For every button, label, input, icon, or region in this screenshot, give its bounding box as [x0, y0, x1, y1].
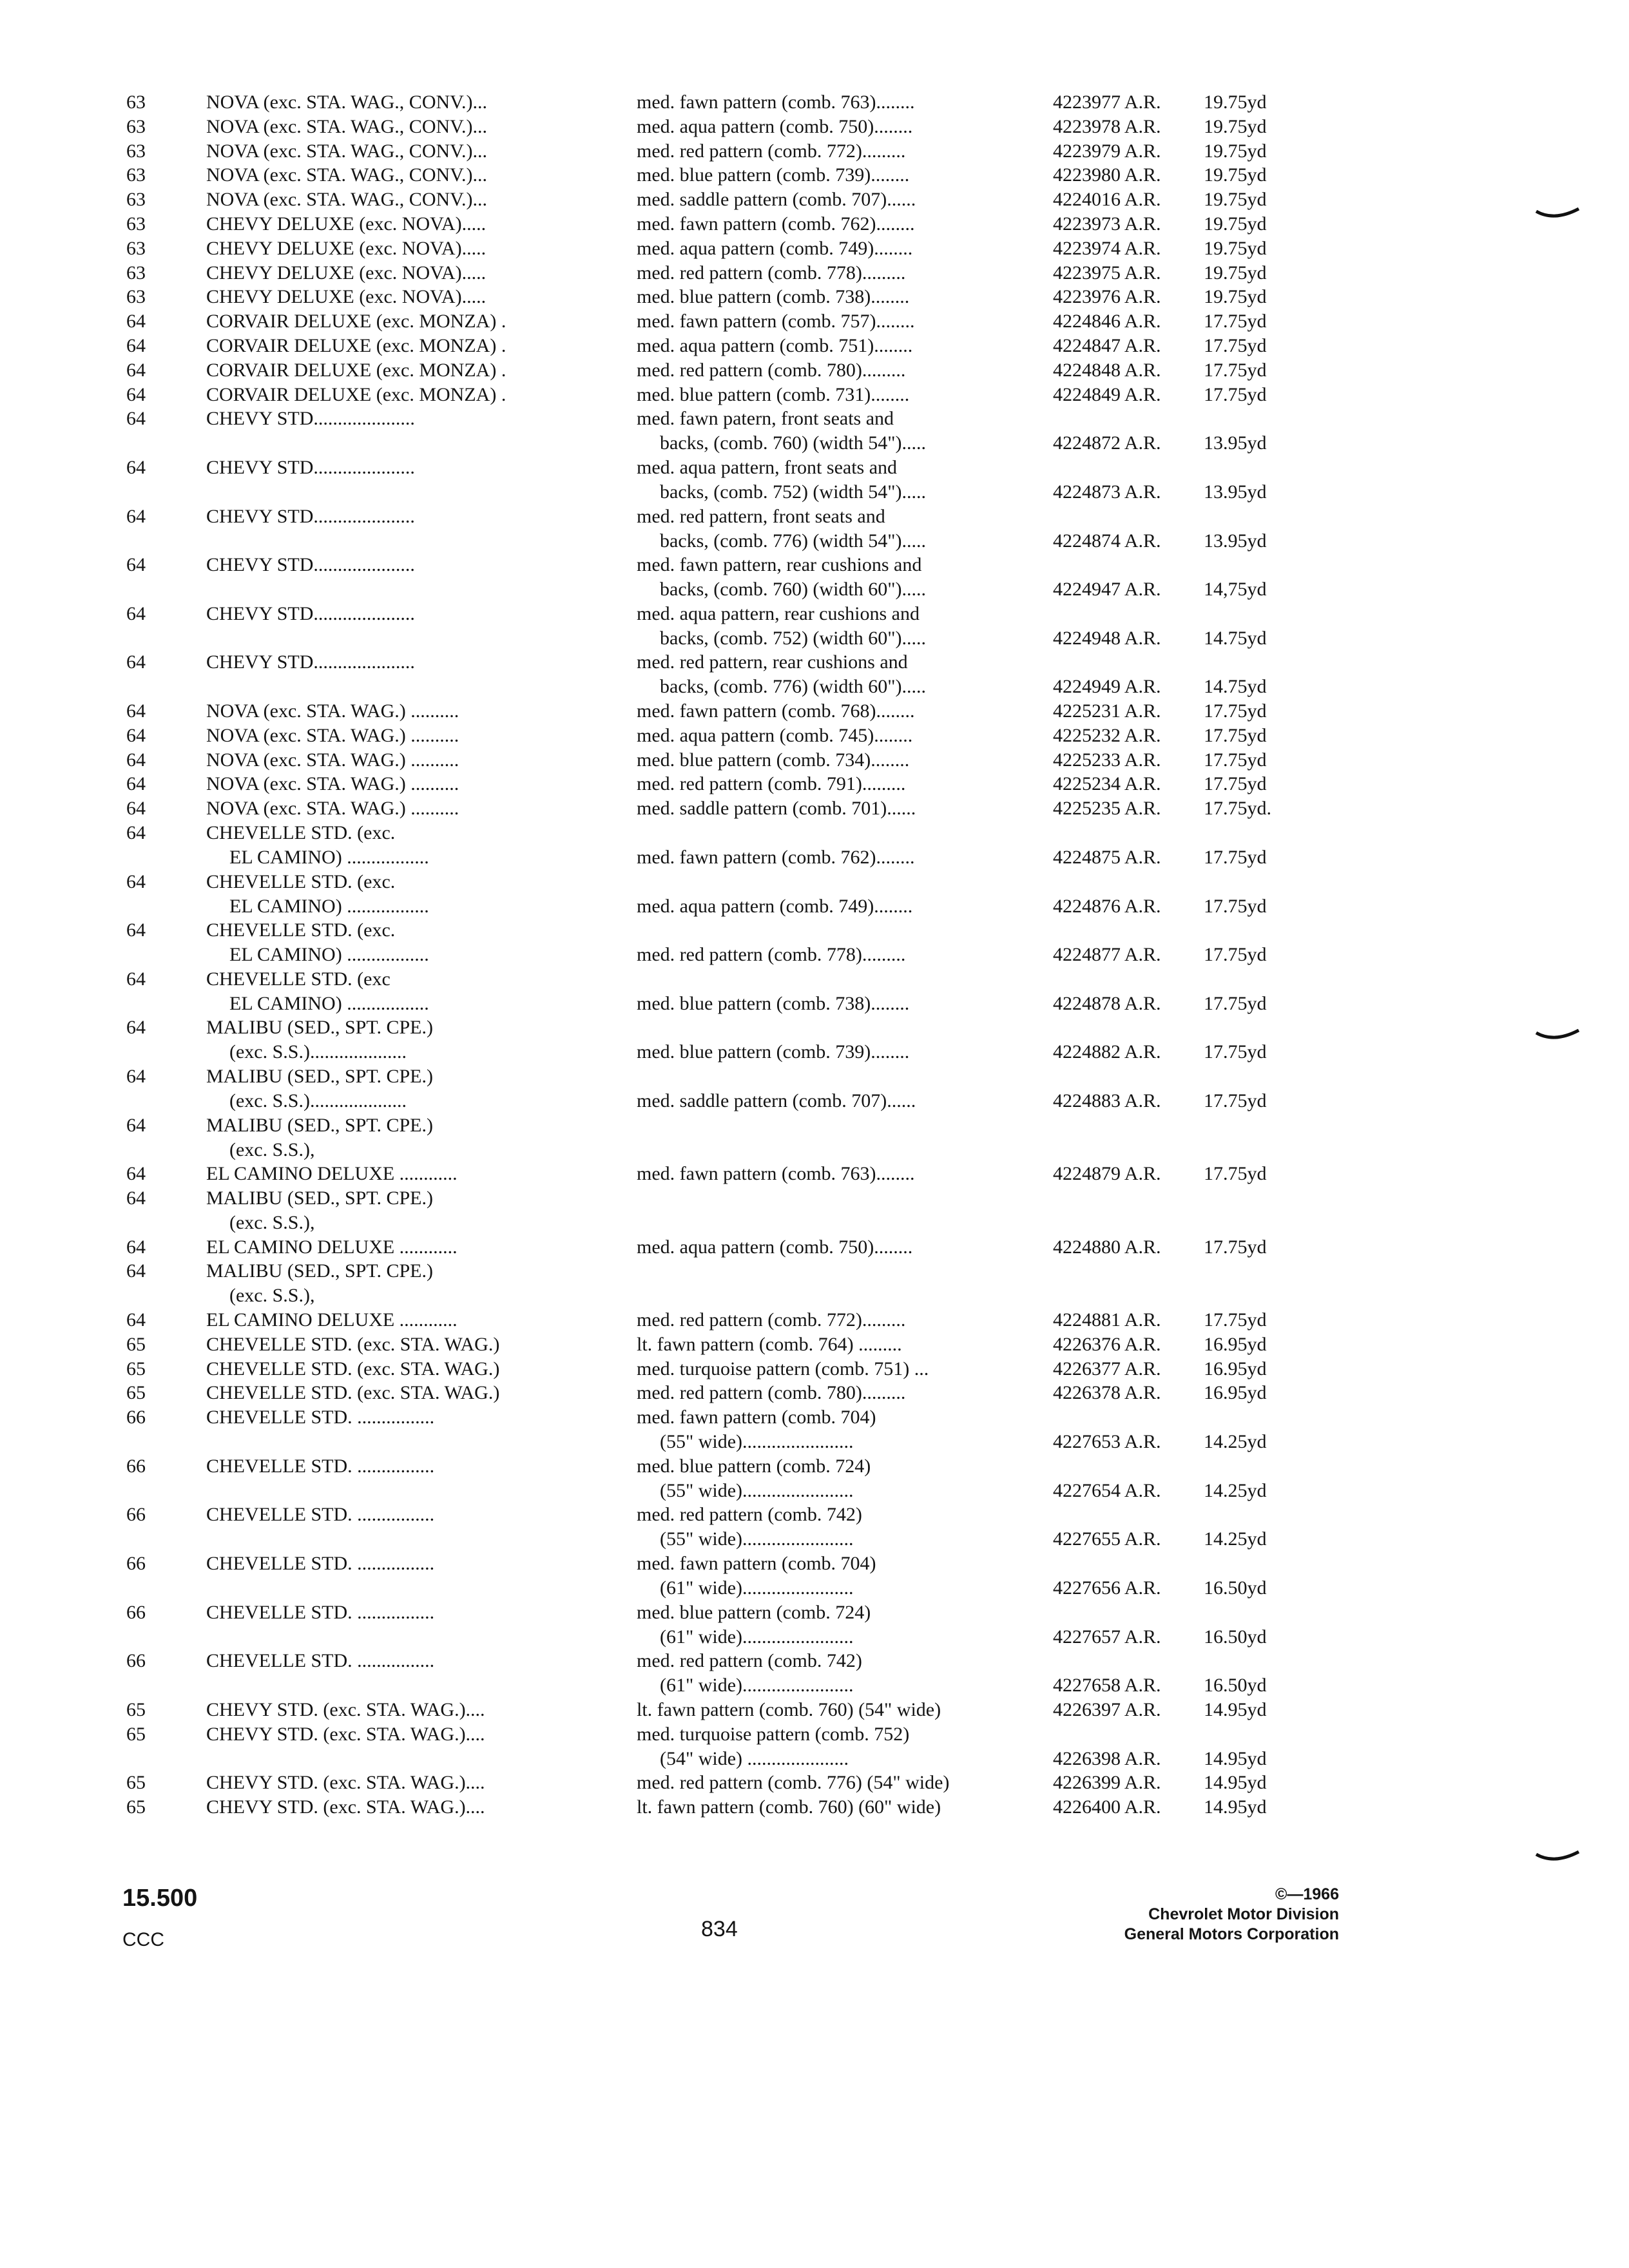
trim-description: med. turquoise pattern (comb. 751) ... — [637, 1358, 929, 1379]
model-year: 64 — [126, 822, 146, 843]
model-name: MALIBU (SED., SPT. CPE.) — [206, 1187, 433, 1209]
model-name: (exc. S.S.), — [229, 1212, 315, 1233]
trim-description: med. blue pattern (comb. 724) — [637, 1602, 871, 1623]
trim-description: (55" wide)....................... — [660, 1431, 854, 1452]
price-per-yard: 19.75yd — [1204, 189, 1267, 210]
model-name: CORVAIR DELUXE (exc. MONZA) . — [206, 335, 506, 356]
trim-description: med. aqua pattern (comb. 750)........ — [637, 1236, 913, 1258]
model-name: CHEVY STD..................... — [206, 554, 415, 575]
trim-description: med. fawn pattern (comb. 768)........ — [637, 700, 915, 722]
trim-description: med. red pattern (comb. 772)......... — [637, 140, 906, 162]
part-number: 4226377 A.R. — [1053, 1358, 1161, 1379]
model-year: 63 — [126, 116, 146, 137]
trim-description: med. fawn pattern (comb. 704) — [637, 1407, 876, 1428]
part-number: 4224947 A.R. — [1053, 579, 1161, 600]
part-number: 4224883 A.R. — [1053, 1090, 1161, 1111]
model-year: 65 — [126, 1334, 146, 1355]
model-name: CHEVELLE STD. ................ — [206, 1553, 435, 1574]
price-per-yard: 17.75yd — [1204, 944, 1267, 965]
price-per-yard: 19.75yd — [1204, 140, 1267, 162]
part-number: 4225233 A.R. — [1053, 749, 1161, 771]
model-name: EL CAMINO) ................. — [229, 944, 429, 965]
binder-punch-mark — [1535, 1850, 1580, 1865]
part-number: 4224878 A.R. — [1053, 993, 1161, 1014]
model-name: EL CAMINO DELUXE ............ — [206, 1236, 458, 1258]
model-name: CHEVELLE STD. (exc. STA. WAG.) — [206, 1334, 500, 1355]
model-year: 64 — [126, 798, 146, 819]
model-year: 64 — [126, 871, 146, 892]
trim-description: backs, (comb. 760) (width 54")..... — [660, 432, 926, 454]
trim-description: med. fawn pattern, rear cushions and — [637, 554, 922, 575]
part-number: 4224882 A.R. — [1053, 1041, 1161, 1062]
price-per-yard: 17.75yd — [1204, 1041, 1267, 1062]
price-per-yard: 14,75yd — [1204, 579, 1267, 600]
model-name: CHEVY STD. (exc. STA. WAG.).... — [206, 1796, 485, 1818]
trim-description: med. red pattern (comb. 742) — [637, 1504, 862, 1525]
price-per-yard: 17.75yd — [1204, 1163, 1267, 1184]
part-number: 4224849 A.R. — [1053, 384, 1161, 405]
model-name: CHEVY STD. (exc. STA. WAG.).... — [206, 1772, 485, 1793]
model-name: NOVA (exc. STA. WAG.) .......... — [206, 725, 459, 746]
part-number: 4227655 A.R. — [1053, 1528, 1161, 1550]
model-year: 64 — [126, 1017, 146, 1038]
model-name: EL CAMINO) ................. — [229, 993, 429, 1014]
part-number: 4223977 A.R. — [1053, 91, 1161, 113]
section-number: 15.500 — [122, 1885, 198, 1912]
part-number: 4226397 A.R. — [1053, 1699, 1161, 1720]
model-year: 63 — [126, 286, 146, 307]
price-per-yard: 17.75yd — [1204, 847, 1267, 868]
model-name: NOVA (exc. STA. WAG., CONV.)... — [206, 116, 487, 137]
price-per-yard: 17.75yd — [1204, 1236, 1267, 1258]
price-per-yard: 17.75yd — [1204, 700, 1267, 722]
model-year: 66 — [126, 1504, 146, 1525]
model-year: 66 — [126, 1602, 146, 1623]
model-year: 63 — [126, 213, 146, 235]
part-number: 4227654 A.R. — [1053, 1480, 1161, 1501]
model-name: NOVA (exc. STA. WAG., CONV.)... — [206, 140, 487, 162]
trim-description: med. fawn pattern (comb. 704) — [637, 1553, 876, 1574]
part-number: 4223975 A.R. — [1053, 262, 1161, 284]
trim-description: med. aqua pattern (comb. 751)........ — [637, 335, 913, 356]
part-number: 4225231 A.R. — [1053, 700, 1161, 722]
trim-description: med. aqua pattern (comb. 749)........ — [637, 896, 913, 917]
model-name: CHEVY STD..................... — [206, 603, 415, 624]
model-year: 65 — [126, 1724, 146, 1745]
price-per-yard: 17.75yd — [1204, 360, 1267, 381]
model-name: CHEVELLE STD. ................ — [206, 1504, 435, 1525]
model-name: NOVA (exc. STA. WAG.) .......... — [206, 798, 459, 819]
trim-description: med. red pattern (comb. 776) (54" wide) — [637, 1772, 950, 1793]
trim-description: med. fawn pattern (comb. 763)........ — [637, 1163, 915, 1184]
part-number: 4224876 A.R. — [1053, 896, 1161, 917]
model-year: 64 — [126, 1066, 146, 1087]
model-year: 64 — [126, 1115, 146, 1136]
model-year: 63 — [126, 189, 146, 210]
trim-description: med. red pattern, front seats and — [637, 506, 885, 527]
price-per-yard: 14.25yd — [1204, 1431, 1267, 1452]
part-number: 4223973 A.R. — [1053, 213, 1161, 235]
price-per-yard: 17.75yd — [1204, 896, 1267, 917]
model-name: CORVAIR DELUXE (exc. MONZA) . — [206, 311, 506, 332]
model-name: CORVAIR DELUXE (exc. MONZA) . — [206, 384, 506, 405]
price-per-yard: 14.75yd — [1204, 628, 1267, 649]
part-number: 4224873 A.R. — [1053, 481, 1161, 503]
trim-description: med. blue pattern (comb. 739)........ — [637, 1041, 910, 1062]
model-year: 64 — [126, 311, 146, 332]
trim-description: (61" wide)....................... — [660, 1675, 854, 1696]
trim-description: (55" wide)....................... — [660, 1480, 854, 1501]
part-number: 4226398 A.R. — [1053, 1748, 1161, 1769]
part-number: 4227658 A.R. — [1053, 1675, 1161, 1696]
trim-description: med. blue pattern (comb. 739)........ — [637, 164, 910, 186]
trim-description: med. red pattern (comb. 778)......... — [637, 262, 906, 284]
division-name: Chevrolet Motor Division — [1148, 1905, 1339, 1923]
model-name: CHEVELLE STD. ................ — [206, 1407, 435, 1428]
model-name: CHEVY STD. (exc. STA. WAG.).... — [206, 1724, 485, 1745]
trim-description: med. saddle pattern (comb. 707)...... — [637, 1090, 916, 1111]
trim-description: med. aqua pattern (comb. 750)........ — [637, 116, 913, 137]
trim-description: (54" wide) ..................... — [660, 1748, 849, 1769]
model-year: 64 — [126, 651, 146, 673]
model-year: 63 — [126, 164, 146, 186]
model-year: 64 — [126, 603, 146, 624]
model-name: EL CAMINO) ................. — [229, 847, 429, 868]
model-year: 66 — [126, 1650, 146, 1671]
model-year: 64 — [126, 749, 146, 771]
model-name: CHEVY STD..................... — [206, 651, 415, 673]
trim-description: med. aqua pattern, rear cushions and — [637, 603, 920, 624]
model-year: 64 — [126, 700, 146, 722]
trim-description: med. fawn pattern (comb. 762)........ — [637, 213, 915, 235]
model-name: CHEVY DELUXE (exc. NOVA)..... — [206, 286, 487, 307]
model-name: CHEVY DELUXE (exc. NOVA)..... — [206, 262, 487, 284]
price-per-yard: 19.75yd — [1204, 262, 1267, 284]
part-number: 4225235 A.R. — [1053, 798, 1161, 819]
model-year: 66 — [126, 1456, 146, 1477]
model-year: 64 — [126, 1309, 146, 1331]
model-year: 64 — [126, 360, 146, 381]
model-name: CHEVY STD..................... — [206, 457, 415, 478]
price-per-yard: 16.50yd — [1204, 1577, 1267, 1599]
trim-description: med. red pattern (comb. 742) — [637, 1650, 862, 1671]
model-name: CORVAIR DELUXE (exc. MONZA) . — [206, 360, 506, 381]
part-number: 4224848 A.R. — [1053, 360, 1161, 381]
trim-description: (55" wide)....................... — [660, 1528, 854, 1550]
model-name: CHEVELLE STD. ................ — [206, 1650, 435, 1671]
model-year: 64 — [126, 1187, 146, 1209]
price-per-yard: 13.95yd — [1204, 481, 1267, 503]
part-number: 4224016 A.R. — [1053, 189, 1161, 210]
model-name: NOVA (exc. STA. WAG., CONV.)... — [206, 189, 487, 210]
trim-description: lt. fawn pattern (comb. 760) (54" wide) — [637, 1699, 941, 1720]
trim-description: (61" wide)....................... — [660, 1626, 854, 1648]
model-year: 64 — [126, 457, 146, 478]
model-name: CHEVY DELUXE (exc. NOVA)..... — [206, 213, 487, 235]
model-year: 64 — [126, 506, 146, 527]
part-number: 4227653 A.R. — [1053, 1431, 1161, 1452]
price-per-yard: 19.75yd — [1204, 238, 1267, 259]
price-per-yard: 19.75yd — [1204, 164, 1267, 186]
model-year: 64 — [126, 1260, 146, 1282]
price-per-yard: 19.75yd — [1204, 213, 1267, 235]
part-number: 4224874 A.R. — [1053, 530, 1161, 552]
price-per-yard: 13.95yd — [1204, 530, 1267, 552]
model-year: 66 — [126, 1407, 146, 1428]
model-year: 64 — [126, 335, 146, 356]
copyright-block — [1124, 1885, 1339, 1945]
price-per-yard: 14.95yd — [1204, 1772, 1267, 1793]
trim-description: med. blue pattern (comb. 734)........ — [637, 749, 910, 771]
model-year: 64 — [126, 919, 146, 941]
part-number: 4226378 A.R. — [1053, 1382, 1161, 1403]
trim-description: backs, (comb. 752) (width 54")..... — [660, 481, 926, 503]
model-name: (exc. S.S.).................... — [229, 1090, 407, 1111]
section-code: CCC — [122, 1929, 164, 1950]
copyright-year: ©—1966 — [1275, 1885, 1339, 1903]
model-name: (exc. S.S.), — [229, 1285, 315, 1306]
price-per-yard: 19.75yd — [1204, 286, 1267, 307]
model-name: CHEVELLE STD. (exc — [206, 968, 390, 990]
model-name: NOVA (exc. STA. WAG.) .......... — [206, 700, 459, 722]
trim-description: med. blue pattern (comb. 731)........ — [637, 384, 910, 405]
part-number: 4226399 A.R. — [1053, 1772, 1161, 1793]
trim-description: med. blue pattern (comb. 738)........ — [637, 993, 910, 1014]
model-year: 65 — [126, 1796, 146, 1818]
model-name: CHEVELLE STD. (exc. — [206, 822, 396, 843]
model-year: 64 — [126, 968, 146, 990]
part-number: 4224881 A.R. — [1053, 1309, 1161, 1331]
footer-section-info — [122, 1885, 197, 1951]
model-name: NOVA (exc. STA. WAG.) .......... — [206, 773, 459, 794]
price-per-yard: 17.75yd — [1204, 749, 1267, 771]
price-per-yard: 17.75yd — [1204, 1090, 1267, 1111]
price-per-yard: 14.95yd — [1204, 1699, 1267, 1720]
price-per-yard: 13.95yd — [1204, 432, 1267, 454]
part-number: 4224879 A.R. — [1053, 1163, 1161, 1184]
model-name: CHEVY STD..................... — [206, 408, 415, 429]
trim-description: med. red pattern (comb. 780)......... — [637, 1382, 906, 1403]
part-number: 4224846 A.R. — [1053, 311, 1161, 332]
trim-description: (61" wide)....................... — [660, 1577, 854, 1599]
part-number: 4223980 A.R. — [1053, 164, 1161, 186]
model-name: EL CAMINO) ................. — [229, 896, 429, 917]
trim-description: med. fawn patern, front seats and — [637, 408, 894, 429]
model-year: 64 — [126, 1163, 146, 1184]
part-number: 4224877 A.R. — [1053, 944, 1161, 965]
part-number: 4224875 A.R. — [1053, 847, 1161, 868]
part-number: 4227657 A.R. — [1053, 1626, 1161, 1648]
price-per-yard: 19.75yd — [1204, 116, 1267, 137]
part-number: 4223979 A.R. — [1053, 140, 1161, 162]
trim-description: backs, (comb. 752) (width 60")..... — [660, 628, 926, 649]
model-name: NOVA (exc. STA. WAG., CONV.)... — [206, 164, 487, 186]
part-number: 4227656 A.R. — [1053, 1577, 1161, 1599]
price-per-yard: 14.95yd — [1204, 1748, 1267, 1769]
trim-description: med. aqua pattern (comb. 749)........ — [637, 238, 913, 259]
trim-description: backs, (comb. 760) (width 60")..... — [660, 579, 926, 600]
corporation-name: General Motors Corporation — [1124, 1925, 1339, 1943]
price-per-yard: 17.75yd — [1204, 993, 1267, 1014]
part-number: 4224880 A.R. — [1053, 1236, 1161, 1258]
trim-description: med. fawn pattern (comb. 757)........ — [637, 311, 915, 332]
trim-description: med. red pattern (comb. 791)......... — [637, 773, 906, 794]
part-number: 4224847 A.R. — [1053, 335, 1161, 356]
price-per-yard: 14.25yd — [1204, 1480, 1267, 1501]
model-name: (exc. S.S.), — [229, 1139, 315, 1160]
price-per-yard: 16.50yd — [1204, 1675, 1267, 1696]
model-name: CHEVELLE STD. (exc. — [206, 919, 396, 941]
model-year: 63 — [126, 238, 146, 259]
model-year: 63 — [126, 91, 146, 113]
model-name: CHEVELLE STD. (exc. STA. WAG.) — [206, 1358, 500, 1379]
part-number: 4224948 A.R. — [1053, 628, 1161, 649]
model-name: CHEVY STD..................... — [206, 506, 415, 527]
model-name: MALIBU (SED., SPT. CPE.) — [206, 1017, 433, 1038]
trim-description: med. fawn pattern (comb. 762)........ — [637, 847, 915, 868]
binder-punch-mark — [1535, 207, 1580, 222]
trim-description: med. blue pattern (comb. 738)........ — [637, 286, 910, 307]
trim-description: lt. fawn pattern (comb. 760) (60" wide) — [637, 1796, 941, 1818]
part-number: 4224872 A.R. — [1053, 432, 1161, 454]
price-per-yard: 17.75yd — [1204, 311, 1267, 332]
model-year: 64 — [126, 725, 146, 746]
trim-description: med. red pattern (comb. 780)......... — [637, 360, 906, 381]
price-per-yard: 17.75yd — [1204, 335, 1267, 356]
price-per-yard: 14.95yd — [1204, 1796, 1267, 1818]
price-per-yard: 17.75yd — [1204, 384, 1267, 405]
model-name: CHEVELLE STD. ................ — [206, 1602, 435, 1623]
model-name: CHEVELLE STD. (exc. — [206, 871, 396, 892]
trim-description: med. red pattern (comb. 772)......... — [637, 1309, 906, 1331]
model-year: 63 — [126, 262, 146, 284]
price-per-yard: 17.75yd — [1204, 773, 1267, 794]
model-name: MALIBU (SED., SPT. CPE.) — [206, 1115, 433, 1136]
trim-description: med. fawn pattern (comb. 763)........ — [637, 91, 915, 113]
model-name: NOVA (exc. STA. WAG., CONV.)... — [206, 91, 487, 113]
model-year: 63 — [126, 140, 146, 162]
price-per-yard: 17.75yd — [1204, 1309, 1267, 1331]
trim-description: med. saddle pattern (comb. 701)...... — [637, 798, 916, 819]
trim-description: med. red pattern, rear cushions and — [637, 651, 908, 673]
model-name: CHEVY DELUXE (exc. NOVA)..... — [206, 238, 487, 259]
price-per-yard: 16.95yd — [1204, 1382, 1267, 1403]
trim-description: med. blue pattern (comb. 724) — [637, 1456, 871, 1477]
price-per-yard: 16.95yd — [1204, 1334, 1267, 1355]
trim-description: med. aqua pattern (comb. 745)........ — [637, 725, 913, 746]
page-number: 834 — [701, 1917, 738, 1941]
model-year: 65 — [126, 1699, 146, 1720]
price-per-yard: 16.95yd — [1204, 1358, 1267, 1379]
model-name: MALIBU (SED., SPT. CPE.) — [206, 1066, 433, 1087]
trim-description: med. red pattern (comb. 778)......... — [637, 944, 906, 965]
trim-description: med. aqua pattern, front seats and — [637, 457, 898, 478]
price-per-yard: 17.75yd. — [1204, 798, 1271, 819]
price-per-yard: 14.25yd — [1204, 1528, 1267, 1550]
model-name: CHEVELLE STD. ................ — [206, 1456, 435, 1477]
binder-punch-mark — [1535, 1029, 1580, 1043]
model-year: 64 — [126, 773, 146, 794]
model-year: 65 — [126, 1382, 146, 1403]
part-number: 4225234 A.R. — [1053, 773, 1161, 794]
model-name: MALIBU (SED., SPT. CPE.) — [206, 1260, 433, 1282]
trim-description: backs, (comb. 776) (width 54")..... — [660, 530, 926, 552]
model-year: 64 — [126, 408, 146, 429]
model-year: 64 — [126, 1236, 146, 1258]
part-number: 4226376 A.R. — [1053, 1334, 1161, 1355]
model-name: CHEVY STD. (exc. STA. WAG.).... — [206, 1699, 485, 1720]
model-year: 65 — [126, 1358, 146, 1379]
part-number: 4223976 A.R. — [1053, 286, 1161, 307]
price-per-yard: 19.75yd — [1204, 91, 1267, 113]
model-name: (exc. S.S.).................... — [229, 1041, 407, 1062]
price-per-yard: 14.75yd — [1204, 676, 1267, 697]
part-number: 4223974 A.R. — [1053, 238, 1161, 259]
trim-description: med. turquoise pattern (comb. 752) — [637, 1724, 910, 1745]
part-number: 4223978 A.R. — [1053, 116, 1161, 137]
part-number: 4224949 A.R. — [1053, 676, 1161, 697]
model-name: EL CAMINO DELUXE ............ — [206, 1163, 458, 1184]
price-per-yard: 17.75yd — [1204, 725, 1267, 746]
price-per-yard: 16.50yd — [1204, 1626, 1267, 1648]
trim-description: lt. fawn pattern (comb. 764) ......... — [637, 1334, 902, 1355]
trim-description: backs, (comb. 776) (width 60")..... — [660, 676, 926, 697]
model-name: EL CAMINO DELUXE ............ — [206, 1309, 458, 1331]
model-name: NOVA (exc. STA. WAG.) .......... — [206, 749, 459, 771]
model-year: 65 — [126, 1772, 146, 1793]
model-name: CHEVELLE STD. (exc. STA. WAG.) — [206, 1382, 500, 1403]
part-number: 4225232 A.R. — [1053, 725, 1161, 746]
model-year: 64 — [126, 384, 146, 405]
model-year: 66 — [126, 1553, 146, 1574]
trim-description: med. saddle pattern (comb. 707)...... — [637, 189, 916, 210]
part-number: 4226400 A.R. — [1053, 1796, 1161, 1818]
model-year: 64 — [126, 554, 146, 575]
